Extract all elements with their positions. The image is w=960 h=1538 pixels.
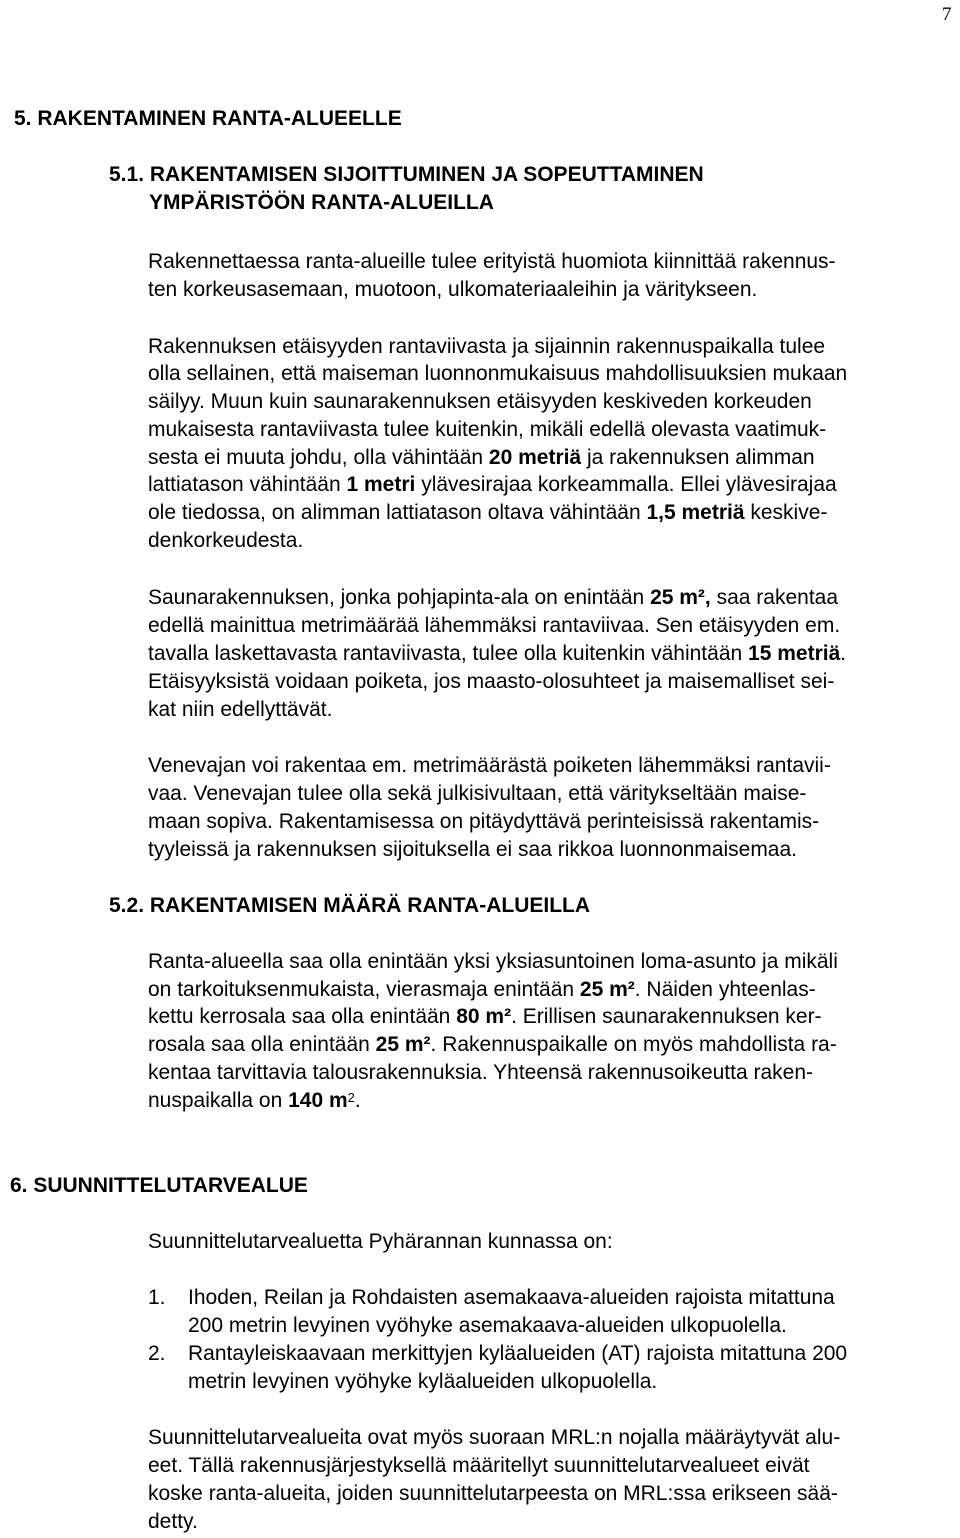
bold-value: 140 m [288, 1089, 348, 1112]
text-line [148, 499, 827, 527]
paragraph-6: Suunnittelutarvealuetta Pyhärannan kunnassa on: [148, 1230, 613, 1253]
bold-value: 15 metriä [748, 642, 841, 665]
bold-value: 25 m² [579, 978, 635, 1001]
text-run: saa rakentaa [710, 586, 839, 609]
text-run: ylävesirajaa korkeammalla. Ellei ylävesirajaa [415, 473, 837, 496]
text-run: sesta ei muuta johdu, olla vähintään [148, 446, 489, 469]
section-heading-5-2: 5.2. RAKENTAMISEN MÄÄRÄ RANTA-ALUEILLA [109, 894, 591, 917]
bold-value: 1,5 metriä [646, 501, 745, 524]
text-line: ten korkeusasemaan, muotoon, ulkomateriaaleihin ja väritykseen. [148, 278, 758, 301]
text-line: säilyy. Muun kuin saunarakennuksen etäisyyden keskiveden korkeuden [148, 390, 812, 413]
bold-value: 25 m², [650, 586, 711, 609]
text-line: maan sopiva. Rakentamisessa on pitäydyttävä perinteisissä rakentamis- [148, 810, 820, 833]
text-line [148, 640, 846, 668]
text-run: ole tiedossa, on alimman lattiatason oltava vähintään [148, 501, 647, 524]
text-run: keskive- [744, 501, 828, 524]
text-line [148, 471, 837, 499]
section-heading-5: 5. RAKENTAMINEN RANTA-ALUEELLE [14, 107, 402, 130]
text-run: ja rakennuksen alimman [581, 446, 815, 469]
text-line [148, 444, 815, 472]
text-line [148, 1003, 822, 1031]
text-line: Ranta-alueella saa olla enintään yksi yksiasuntoinen loma-asunto ja mikäli [148, 950, 838, 973]
text-line [148, 976, 816, 1004]
text-line: detty. [148, 1510, 198, 1533]
text-run: . Erillisen saunarakennuksen ker- [511, 1005, 822, 1028]
page-number: 7 [942, 4, 952, 25]
list-item-number: 2. [148, 1342, 166, 1365]
superscript: 2 [347, 1090, 355, 1105]
text-run: Saunarakennuksen, jonka pohjapinta-ala on enintään [148, 586, 651, 609]
text-line: vaa. Venevajan tulee olla sekä julkisivultaan, että väritykseltään maise- [148, 782, 807, 805]
section-heading-5-1-line2: YMPÄRISTÖÖN RANTA-ALUEILLA [149, 191, 494, 214]
text-run: nuspaikalla on [148, 1089, 289, 1112]
text-line: tyyleissä ja rakennuksen sijoituksella ei saa rikkoa luonnonmaisemaa. [148, 838, 798, 861]
list-item-number: 1. [148, 1286, 166, 1309]
text-run: rosala saa olla enintään [148, 1033, 376, 1056]
text-line: Suunnittelutarvealueita ovat myös suoraan MRL:n nojalla määräytyvät alu- [148, 1426, 841, 1449]
list-item-text: Ihoden, Reilan ja Rohdaisten asemakaava-alueiden rajoista mitattuna [188, 1286, 835, 1309]
text-run: . Näiden yhteenlas- [634, 978, 816, 1001]
text-run: on tarkoituksenmukaista, vierasmaja enintään [148, 978, 580, 1001]
text-line [148, 1087, 361, 1115]
section-heading-5-1-line1: 5.1. RAKENTAMISEN SIJOITTUMINEN JA SOPEUTTAMINEN [109, 163, 704, 186]
text-line: edellä mainittua metrimäärää lähemmäksi rantaviivaa. Sen etäisyyden em. [148, 614, 841, 637]
bold-value: 25 m² [375, 1033, 431, 1056]
bold-value: 20 metriä [488, 446, 582, 469]
text-line: Rakennuksen etäisyyden rantaviivasta ja sijainnin rakennuspaikalla tulee [148, 335, 826, 358]
text-line: olla sellainen, että maiseman luonnonmukaisuus mahdollisuuksien mukaan [148, 362, 848, 385]
text-run: lattiatason vähintään [148, 473, 347, 496]
list-item-text: Rantayleiskaavaan merkittyjen kyläalueiden (AT) rajoista mitattuna 200 [188, 1342, 848, 1365]
text-run: kettu kerrosala saa olla enintään [148, 1005, 457, 1028]
text-line: kentaa tarvittavia talousrakennuksia. Yhteensä rakennusoikeutta raken- [148, 1061, 814, 1084]
text-line: Etäisyyksistä voidaan poiketa, jos maasto-olosuhteet ja maisemalliset sei- [148, 670, 835, 693]
text-run: . [840, 642, 847, 665]
text-line: eet. Tällä rakennusjärjestyksellä määritellyt suunnittelutarvealueet eivät [148, 1454, 810, 1477]
section-heading-6: 6. SUUNNITTELUTARVEALUE [10, 1174, 308, 1197]
text-run: . [354, 1089, 361, 1112]
list-item-text: 200 metrin levyinen vyöhyke asemakaava-alueiden ulkopuolella. [188, 1314, 787, 1337]
text-line: koske ranta-alueita, joiden suunnittelutarpeesta on MRL:ssa erikseen sää- [148, 1482, 838, 1505]
text-run: tavalla laskettavasta rantaviivasta, tulee olla kuitenkin vähintään [148, 642, 749, 665]
bold-value: 80 m² [456, 1005, 512, 1028]
text-line: Rakennettaessa ranta-alueille tulee erityistä huomiota kiinnittää rakennus- [148, 250, 836, 273]
text-line: denkorkeudesta. [148, 529, 304, 552]
text-line [148, 1031, 837, 1059]
text-line: kat niin edellyttävät. [148, 698, 333, 721]
list-item-text: metrin levyinen vyöhyke kyläalueiden ulkopuolella. [188, 1370, 658, 1393]
text-run: . Rakennuspaikalle on myös mahdollista ra- [430, 1033, 837, 1056]
text-line: mukaisesta rantaviivasta tulee kuitenkin, mikäli edellä olevasta vaatimuk- [148, 418, 827, 441]
text-line: Venevajan voi rakentaa em. metrimäärästä poiketen lähemmäksi rantavii- [148, 754, 831, 777]
text-line [148, 584, 838, 612]
bold-value: 1 metri [346, 473, 416, 496]
